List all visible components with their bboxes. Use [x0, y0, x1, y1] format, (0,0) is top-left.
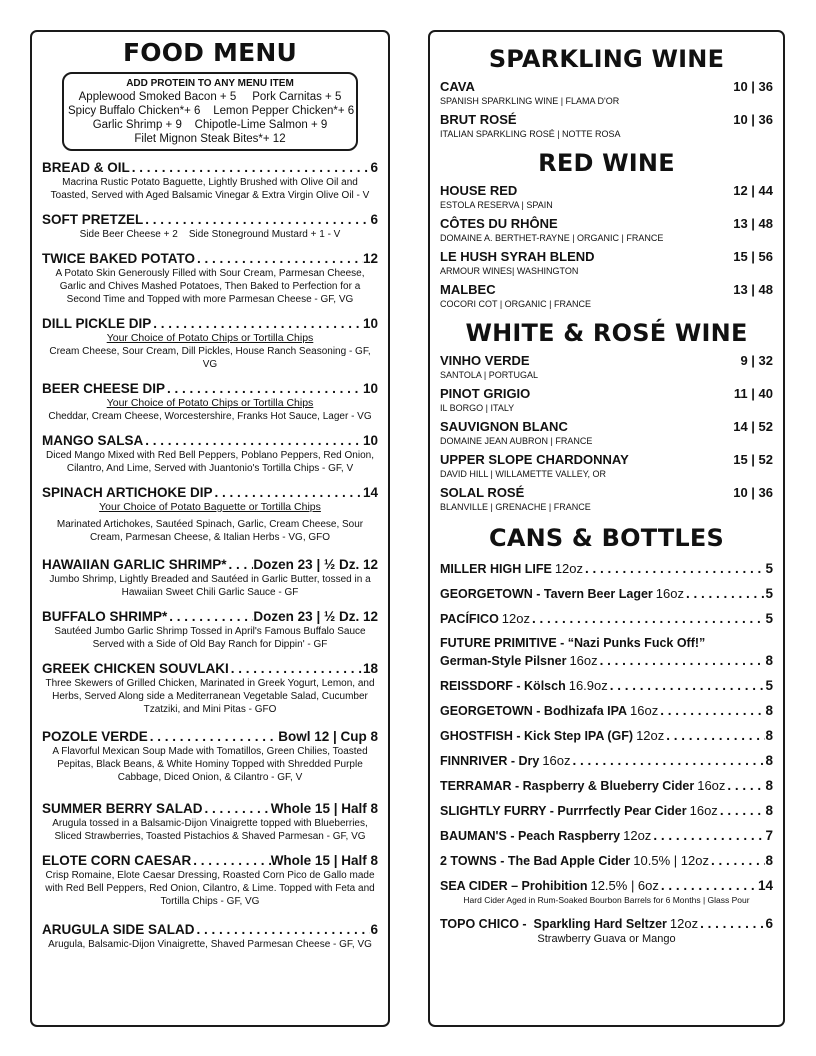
item-name: ARUGULA SIDE SALAD — [42, 922, 195, 937]
bottle-price: 8 — [765, 728, 773, 743]
bottle-item — [440, 852, 773, 870]
wine-name: UPPER SLOPE CHARDONNAY — [440, 452, 629, 467]
item-price: Whole 15 | Half 8 — [270, 801, 378, 816]
wine-name: CÔTES DU RHÔNE — [440, 216, 558, 231]
bottle-size: 16oz — [630, 703, 659, 718]
wine-name: PINOT GRIGIO — [440, 386, 531, 401]
menu-item-arugula-side-salad — [42, 921, 378, 951]
item-description: Cream Cheese, Sour Cream, Dill Pickles, House Ranch Seasoning - GF, VG — [49, 346, 371, 370]
dot-leader — [725, 777, 765, 794]
bottle-name: 2 TOWNS - The Bad Apple Cider — [440, 854, 631, 868]
food-menu-panel — [30, 30, 390, 1027]
item-name: BUFFALO SHRIMP* — [42, 609, 168, 624]
dot-leader — [598, 652, 766, 669]
wine-price: 10 | 36 — [733, 112, 773, 127]
dot-leader — [651, 827, 765, 844]
dot-leader — [195, 250, 363, 267]
wine-item — [440, 249, 773, 277]
dot-leader — [130, 159, 371, 176]
bottle-item — [440, 802, 773, 820]
item-price: 14 — [362, 485, 378, 500]
dot-leader — [148, 728, 278, 745]
menu-item-hawaiian-garlic-shrimp — [42, 556, 378, 599]
dot-leader — [684, 585, 766, 602]
protein-line: Applewood Smoked Bacon + 5 Pork Carnitas + 5 — [78, 91, 342, 103]
red-wine-title: RED WINE — [538, 149, 675, 177]
dot-leader — [659, 877, 758, 894]
wine-item — [440, 282, 773, 310]
bottle-item — [440, 560, 773, 578]
wine-price: 10 | 36 — [733, 79, 773, 94]
dot-leader — [698, 915, 765, 932]
wine-price: 10 | 36 — [733, 485, 773, 500]
bottle-name: GEORGETOWN - Tavern Beer Lager — [440, 587, 653, 601]
bottle-size: 12oz — [669, 916, 699, 931]
wine-price: 13 | 48 — [733, 216, 773, 231]
bottle-size: 16.9oz — [568, 678, 608, 693]
dot-leader — [143, 432, 363, 449]
bottle-price: 7 — [765, 828, 773, 843]
dot-leader — [571, 752, 766, 769]
item-name: GREEK CHICKEN SOUVLAKI — [42, 661, 229, 676]
dot-leader — [165, 380, 363, 397]
white-rose-wine-title: WHITE & ROSÉ WINE — [465, 319, 748, 347]
add-protein-box — [62, 72, 358, 151]
menu-item-twice-baked-potato — [42, 250, 378, 306]
item-name: SPINACH ARTICHOKE DIP — [42, 485, 213, 500]
bottle-price: 5 — [765, 611, 773, 626]
bottle-name: TERRAMAR - Raspberry & Blueberry Cider — [440, 779, 695, 793]
wine-price: 12 | 44 — [733, 183, 773, 198]
item-name: SOFT PRETZEL — [42, 212, 144, 227]
bottle-price: 5 — [765, 586, 773, 601]
item-description: A Potato Skin Generously Filled with Sour Cream, Parmesan Cheese, Garlic and Chives Mashed Potatoes, Then Baked to Perfection for a Second Time and Topped with more Parmesan Cheese - GF, VG — [55, 268, 365, 305]
bottle-name: FUTURE PRIMITIVE - “Nazi Punks Fuck Off!” — [440, 636, 706, 650]
bottle-item — [440, 777, 773, 795]
dot-leader — [195, 921, 371, 938]
item-description: A Flavorful Mexican Soup Made with Tomatillos, Green Chilies, Toasted Pepitas, Black Beans, & White Hominy Topped with Shredded Purple Cabbage, Diced Onion, & Cilantro - GF, V — [52, 746, 368, 783]
bottle-note: Hard Cider Aged in Rum-Soaked Bourbon Barrels for 6 Months | Glass Pour — [463, 895, 750, 905]
bottle-name: MILLER HIGH LIFE — [440, 562, 552, 576]
item-price: 18 — [362, 661, 378, 676]
menu-item-summer-berry-salad — [42, 800, 378, 843]
item-price: 10 — [362, 381, 378, 396]
bottle-price: 8 — [765, 803, 773, 818]
dot-leader — [203, 800, 271, 817]
item-description: Marinated Artichokes, Sautéed Spinach, Garlic, Cream Cheese, Sour Cream, Parmesan Cheese, & Italian Herbs - VG, GFO — [56, 519, 364, 543]
item-choice: Your Choice of Potato Chips or Tortilla Chips — [106, 397, 314, 409]
bottle-price: 8 — [765, 853, 773, 868]
dot-leader — [658, 702, 765, 719]
bottle-name: GEORGETOWN - Bodhizafa IPA — [440, 704, 628, 718]
bottle-size: 12.5% | 6oz — [590, 878, 659, 893]
item-name: DILL PICKLE DIP — [42, 316, 152, 331]
bottle-price: 8 — [765, 753, 773, 768]
item-description: Crisp Romaine, Elote Caesar Dressing, Roasted Corn Pico de Gallo made with Red Bell Peppers, Red Onion, Cilantro, & Lime. Topped with Feta and Tortilla Chips - GF, VG — [45, 870, 375, 907]
protein-line: Filet Mignon Steak Bites*+ 12 — [134, 133, 286, 145]
item-description: Cheddar, Cream Cheese, Worcestershire, Franks Hot Sauce, Lager - VG — [48, 411, 372, 422]
bottle-item — [440, 585, 773, 603]
wine-item — [440, 79, 773, 107]
wine-producer: IL BORGO | ITALY — [440, 403, 515, 413]
food-menu-title: FOOD MENU — [122, 38, 298, 67]
item-description: Sautéed Jumbo Garlic Shrimp Tossed in April's Famous Buffalo Sauce Served with a Side of Old Bay Ranch for Dippin' - GF — [54, 626, 366, 650]
wine-producer: DAVID HILL | WILLAMETTE VALLEY, OR — [440, 469, 607, 479]
item-name: TWICE BAKED POTATO — [42, 251, 195, 266]
bottle-name: SLIGHTLY FURRY - Purrrfectly Pear Cider — [440, 804, 687, 818]
dot-leader — [213, 484, 363, 501]
bottle-size: 12oz — [623, 828, 652, 843]
bottle-item — [440, 915, 773, 946]
bottle-price: 8 — [765, 653, 773, 668]
wine-item — [440, 419, 773, 447]
bottle-price: 6 — [765, 916, 773, 931]
dot-leader — [143, 211, 370, 228]
bottle-size: 16oz — [655, 586, 684, 601]
item-name: BEER CHEESE DIP — [42, 381, 166, 396]
bottle-name: PACÍFICO — [440, 612, 499, 626]
item-name: SUMMER BERRY SALAD — [42, 801, 203, 816]
item-choice: Your Choice of Potato Baguette or Tortilla Chips — [99, 501, 321, 513]
bottle-name: FINNRIVER - Dry — [440, 754, 540, 768]
bottle-item — [440, 702, 773, 720]
wine-item — [440, 485, 773, 513]
bottle-price: 5 — [765, 678, 773, 693]
wine-name: SAUVIGNON BLANC — [440, 419, 568, 434]
wine-price: 15 | 52 — [733, 452, 773, 467]
item-price: 10 — [362, 433, 378, 448]
bottle-item — [440, 752, 773, 770]
bottle-size: 16oz — [569, 653, 598, 668]
bottle-price: 5 — [765, 561, 773, 576]
wine-name: SOLAL ROSÉ — [440, 485, 525, 500]
bottle-name: BAUMAN'S - Peach Raspberry — [440, 829, 621, 843]
bottle-flavors: Strawberry Guava or Mango — [537, 933, 676, 945]
wine-producer: ARMOUR WINES| WASHINGTON — [440, 266, 579, 276]
item-price: Dozen 23 | ½ Dz. 12 — [253, 557, 378, 572]
sparkling-wine-title: SPARKLING WINE — [488, 45, 725, 73]
dot-leader — [718, 802, 766, 819]
menu-item-greek-chicken-souvlaki — [42, 660, 378, 716]
wine-name: LE HUSH SYRAH BLEND — [440, 249, 595, 264]
bottle-price: 14 — [757, 878, 773, 893]
menu-item-bread-oil — [42, 159, 378, 202]
bottle-size: 12oz — [636, 728, 665, 743]
cans-bottles-title: CANS & BOTTLES — [489, 524, 724, 552]
wine-price: 15 | 56 — [733, 249, 773, 264]
item-price: 6 — [370, 922, 378, 937]
bottle-item — [440, 877, 773, 906]
wine-producer: SANTOLA | PORTUGAL — [440, 370, 539, 380]
bottle-size: 16oz — [697, 778, 726, 793]
item-description: Three Skewers of Grilled Chicken, Marinated in Greek Yogurt, Lemon, and Herbs, Served Along side a Mediterranean Vegetable Salad, Cucumber Tzatziki, and Mini Pitas - GFO — [45, 678, 375, 715]
dot-leader — [167, 608, 253, 625]
wine-item — [440, 353, 773, 381]
drinks-panel — [428, 30, 785, 1027]
wine-price: 14 | 52 — [733, 419, 773, 434]
item-description: Arugula, Balsamic-Dijon Vinaigrette, Shaved Parmesan Cheese - GF, VG — [48, 939, 372, 950]
bottle-size: 10.5% | 12oz — [633, 853, 709, 868]
item-name: ELOTE CORN CAESAR — [42, 853, 192, 868]
item-price: Whole 15 | Half 8 — [270, 853, 378, 868]
wine-item — [440, 452, 773, 480]
dot-leader — [583, 560, 765, 577]
wine-producer: DOMAINE A. BERTHET-RAYNE | ORGANIC | FRANCE — [440, 233, 664, 243]
bottle-name: TOPO CHICO - Sparkling Hard Seltzer — [440, 917, 667, 931]
wine-producer: COCORI COT | ORGANIC | FRANCE — [440, 299, 592, 309]
wine-price: 11 | 40 — [733, 386, 773, 401]
protein-line: Spicy Buffalo Chicken*+ 6 Lemon Pepper Chicken*+ 6 — [68, 105, 355, 117]
wine-producer: ITALIAN SPARKLING ROSÉ | NOTTE ROSA — [440, 129, 621, 139]
menu-item-buffalo-shrimp — [42, 608, 378, 651]
wine-item — [440, 112, 773, 140]
item-price: 10 — [362, 316, 378, 331]
dot-leader — [151, 315, 363, 332]
bottle-name: REISSDORF - Kölsch — [440, 679, 566, 693]
item-description: Jumbo Shrimp, Lightly Breaded and Sautéed in Garlic Butter, tossed in a Hawaiian Sweet Chili Garlic Sauce - GF — [49, 574, 371, 598]
wine-name: BRUT ROSÉ — [440, 112, 517, 127]
wine-name: HOUSE RED — [440, 183, 518, 198]
dot-leader — [229, 660, 363, 677]
bottle-name: GHOSTFISH - Kick Step IPA (GF) — [440, 729, 634, 743]
item-name: BREAD & OIL — [42, 160, 130, 175]
wine-price: 13 | 48 — [733, 282, 773, 297]
dot-leader — [191, 852, 270, 869]
item-description: Macrina Rustic Potato Baguette, Lightly Brushed with Olive Oil and Toasted, Served with Aged Balsamic Vinegar & Extra Virgin Olive Oil - V — [50, 177, 370, 201]
item-name: POZOLE VERDE — [42, 729, 148, 744]
wine-producer: ESTOLA RESERVA | SPAIN — [440, 200, 553, 210]
dot-leader — [608, 677, 766, 694]
dot-leader — [709, 852, 766, 869]
wine-producer: SPANISH SPARKLING WINE | FLAMA D'OR — [440, 96, 620, 106]
item-description: Side Beer Cheese + 2 Side Stoneground Mustard + 1 - V — [79, 229, 341, 240]
add-protein-title: ADD PROTEIN TO ANY MENU ITEM — [126, 78, 294, 89]
menu-item-mango-salsa — [42, 432, 378, 475]
bottle-size: 16oz — [689, 803, 718, 818]
item-price: 6 — [370, 160, 378, 175]
protein-line: Garlic Shrimp + 9 Chipotle-Lime Salmon + 9 — [92, 119, 328, 131]
item-name: MANGO SALSA — [42, 433, 144, 448]
item-description: Arugula tossed in a Balsamic-Dijon Vinaigrette topped with Blueberries, Sliced Strawberries, Toasted Pistachios & Shaved Parmesan - GF, VG — [52, 818, 368, 842]
bottle-size: 12oz — [554, 561, 584, 576]
dot-leader — [227, 556, 254, 573]
bottle-item — [440, 635, 773, 670]
menu-item-elote-corn-caesar — [42, 852, 378, 908]
wine-name: CAVA — [440, 79, 475, 94]
dot-leader — [530, 610, 765, 627]
bottle-price: 8 — [765, 703, 773, 718]
item-price: Bowl 12 | Cup 8 — [278, 729, 378, 744]
wine-name: MALBEC — [440, 282, 496, 297]
item-choice: Your Choice of Potato Chips or Tortilla Chips — [106, 332, 314, 344]
menu-item-dill-pickle-dip — [42, 315, 378, 371]
bottle-name-line2: German-Style Pilsner — [440, 654, 567, 668]
bottle-size: 12oz — [501, 611, 530, 626]
dot-leader — [664, 727, 765, 744]
menu-item-spinach-artichoke-dip — [42, 484, 378, 544]
bottle-price: 8 — [765, 778, 773, 793]
menu-item-pozole-verde — [42, 728, 378, 784]
item-price: 12 — [362, 251, 378, 266]
wine-item — [440, 183, 773, 211]
item-price: 6 — [370, 212, 378, 227]
wine-producer: DOMAINE JEAN AUBRON | FRANCE — [440, 436, 593, 446]
bottle-item — [440, 677, 773, 695]
bottle-item — [440, 610, 773, 628]
wine-producer: BLANVILLE | GRENACHE | FRANCE — [440, 502, 591, 512]
wine-item — [440, 216, 773, 244]
bottle-item — [440, 827, 773, 845]
item-price: Dozen 23 | ½ Dz. 12 — [253, 609, 378, 624]
bottle-size: 16oz — [542, 753, 571, 768]
menu-item-soft-pretzel — [42, 211, 378, 241]
item-description: Diced Mango Mixed with Red Bell Peppers, Poblano Peppers, Red Onion, Cilantro, And Lime, Served with Juantonio's Tortilla Chips - GF, V — [46, 450, 374, 474]
wine-price: 9 | 32 — [740, 353, 773, 368]
menu-item-beer-cheese-dip — [42, 380, 378, 423]
wine-item — [440, 386, 773, 414]
wine-name: VINHO VERDE — [440, 353, 530, 368]
item-name: HAWAIIAN GARLIC SHRIMP* — [42, 557, 227, 572]
bottle-name: SEA CIDER – Prohibition — [440, 879, 588, 893]
bottle-item — [440, 727, 773, 745]
